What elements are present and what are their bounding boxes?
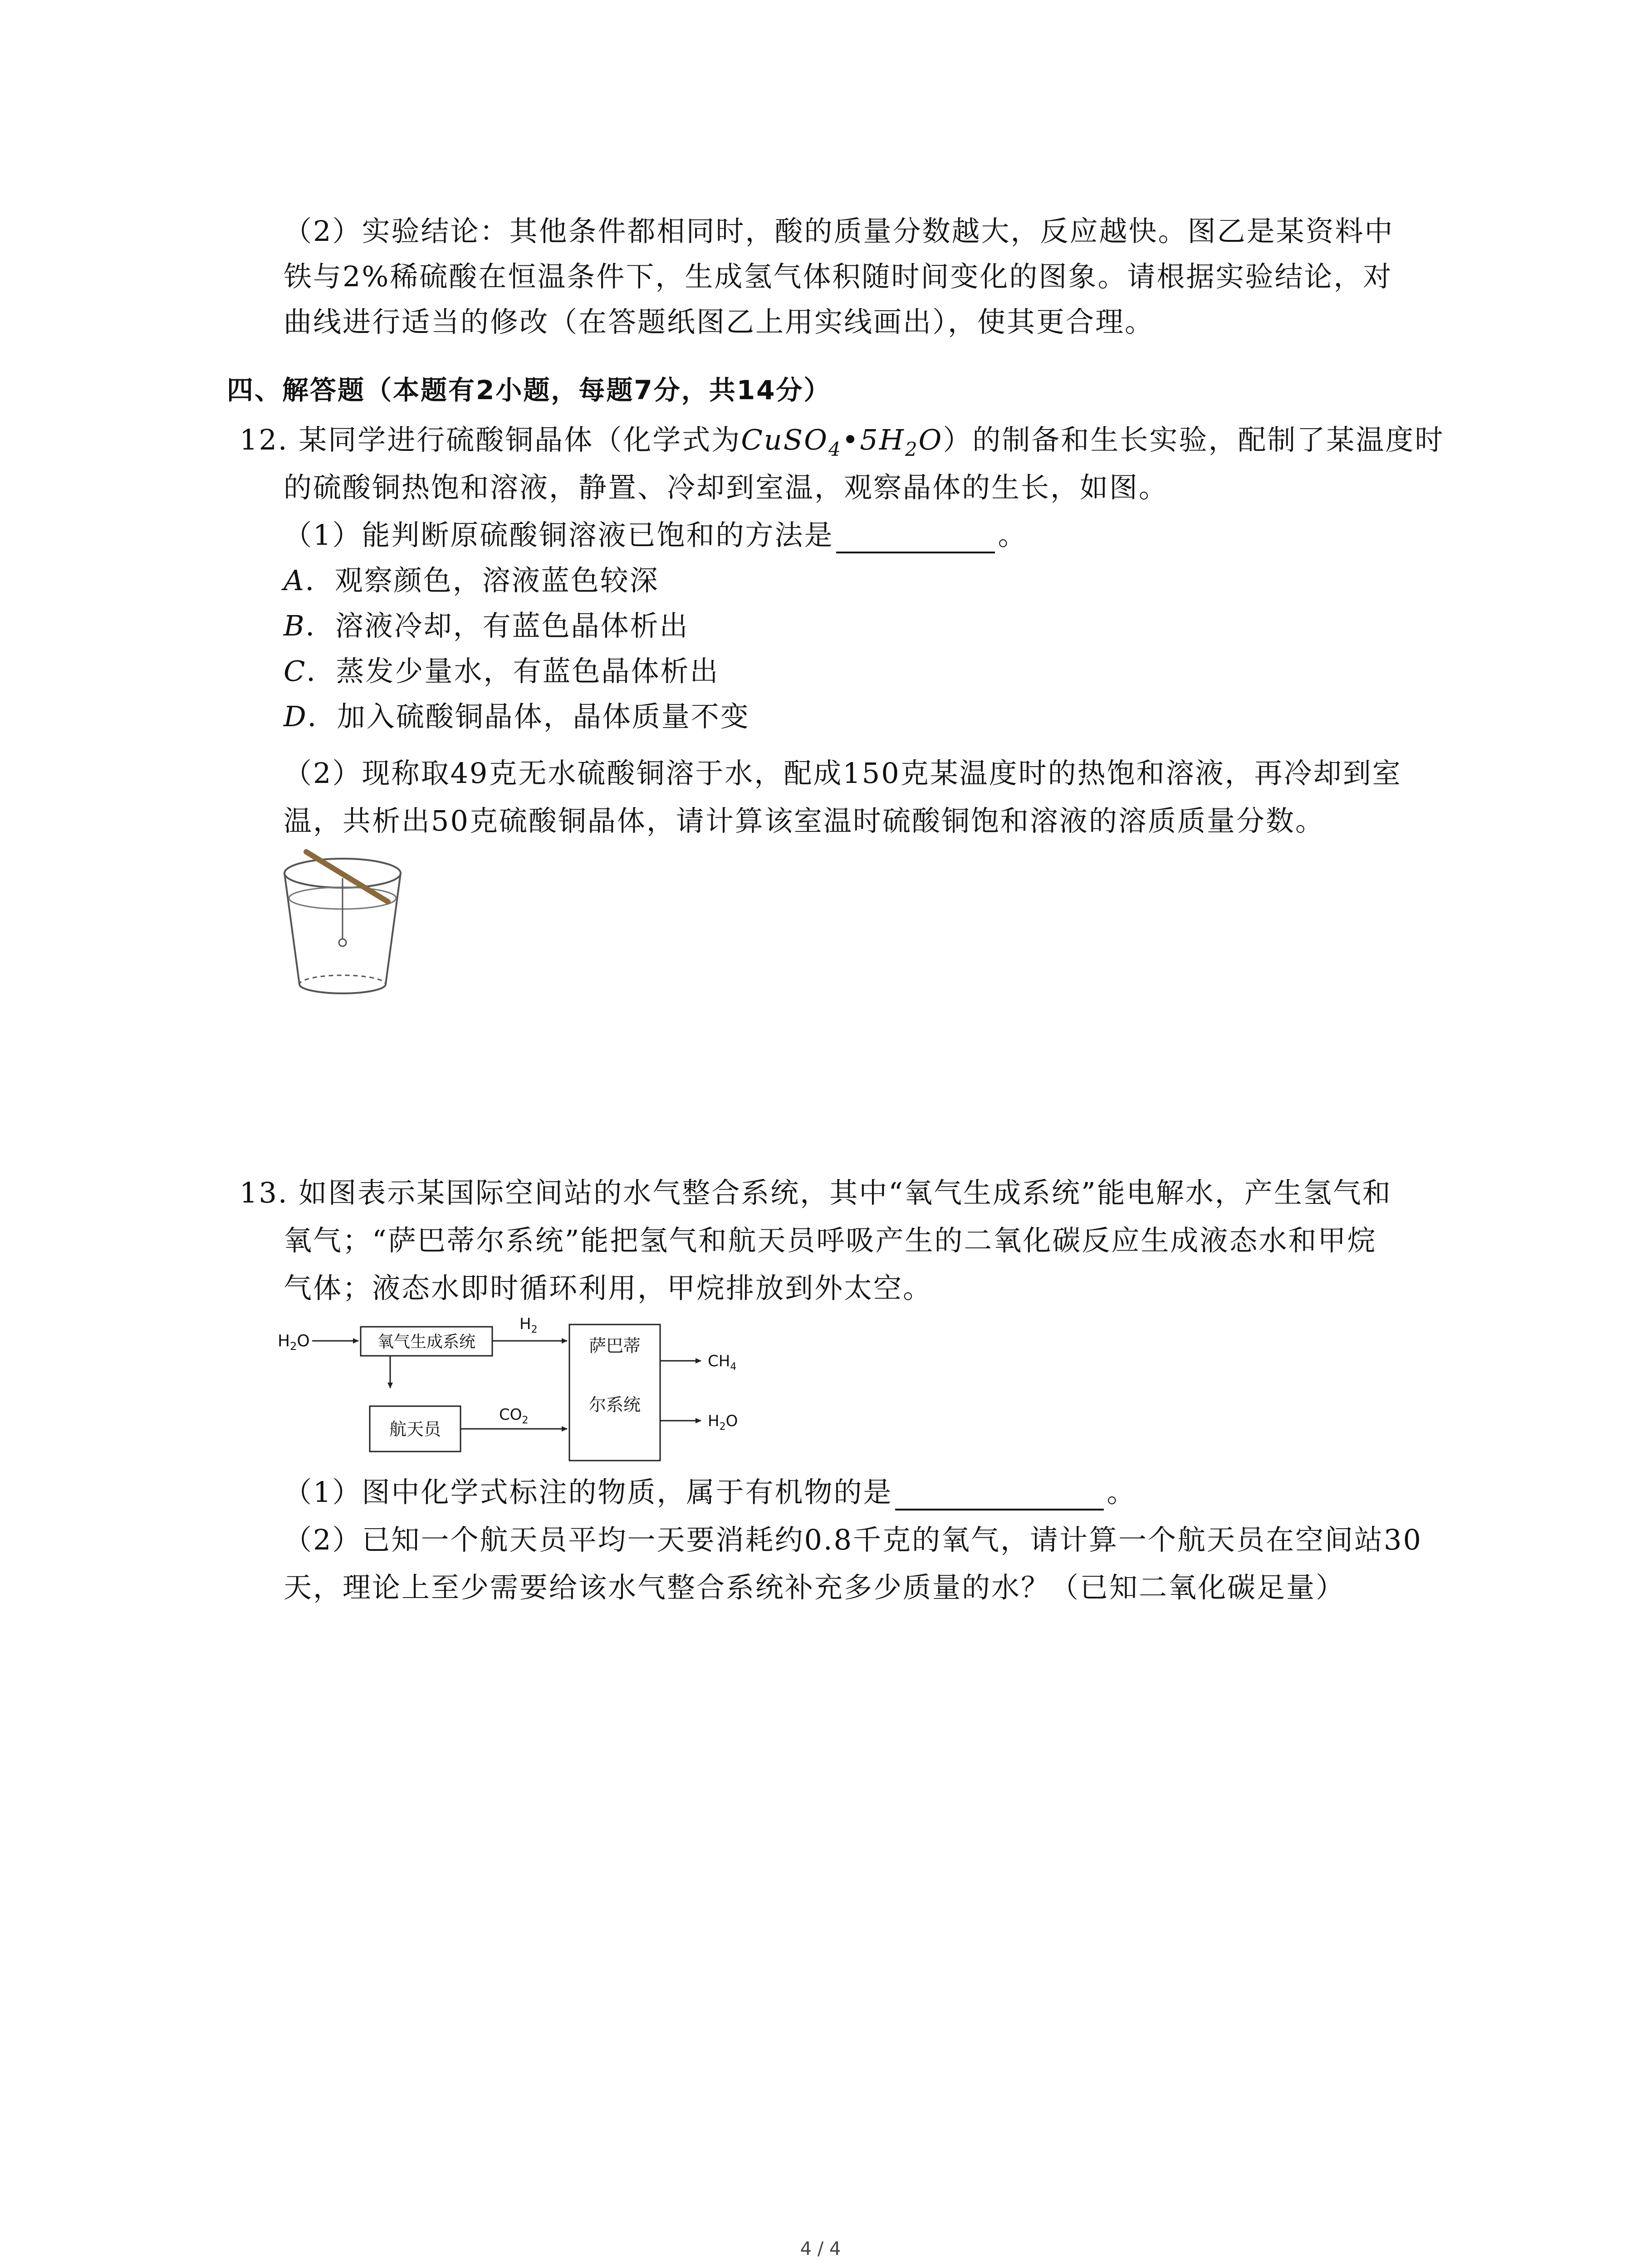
sabatier-label-line2: 尔系统 [588,1395,641,1415]
water-gas-system-diagram [277,1315,798,1470]
astronaut-label: 航天员 [389,1419,441,1439]
q12-option-b[interactable] [284,608,689,644]
option-text: ．观察颜色，溶液蓝色较深 [305,564,659,597]
q12-part2-line1: （2）现称取49克无水硫酸铜溶于水，配成150克某温度时的热饱和溶液，再冷却到室 [284,757,1402,790]
q12-formula [741,423,943,460]
q12-option-d[interactable] [284,699,750,735]
q12-part1 [284,517,1027,553]
q13-part2-line2: 天，理论上至少需要给该水气整合系统补充多少质量的水？（已知二氧化碳足量） [284,1571,1346,1604]
label-co2: $CO_2$ [499,1406,529,1426]
q12-answer-blank[interactable] [836,526,995,553]
formula-sub4: 4 [828,438,842,460]
option-text: ．加入硫酸铜晶体，晶体质量不变 [307,700,750,733]
option-letter: C [284,655,307,688]
q12-part1-end: 。 [998,518,1028,552]
q12-line1-pre: 12. 某同学进行硫酸铜晶体（化学式为 [240,423,741,456]
sabatier-label-line1: 萨巴蒂 [588,1336,641,1356]
q12-part2-line2: 温，共析出50克硫酸铜晶体，请计算该室温时硫酸铜饱和溶液的溶质质量分数。 [284,804,1325,837]
formula-sub2: 2 [905,438,919,460]
q13-line2: 氧气；“萨巴蒂尔系统”能把氢气和航天员呼吸产生的二氧化碳反应生成液态水和甲烷 [284,1224,1377,1257]
option-text: ．溶液冷却，有蓝色晶体析出 [305,609,689,642]
oxygen-system-label: 氧气生成系统 [377,1333,476,1351]
label-h2o-out: $H_2O$ [708,1412,738,1432]
q11-part2-line3: 曲线进行适当的修改（在答题纸图乙上用实线画出），使其更合理。 [284,305,1155,338]
q12-option-a[interactable] [284,562,659,599]
label-ch4: $CH_4$ [708,1352,737,1373]
option-letter: B [284,609,306,642]
section-heading: 四、解答题（本题有2小题，每题7分，共14分） [227,375,832,406]
q12-line2: 的硫酸铜热饱和溶液，静置、冷却到室温，观察晶体的生长，如图。 [284,471,1169,504]
formula-o: O [918,423,943,456]
label-h2: $H_2$ [519,1315,538,1335]
q11-part2-line1: （2）实验结论：其他条件都相同时，酸的质量分数越大，反应越快。图乙是某资料中 [284,215,1394,248]
q13-line1: 13. 如图表示某国际空间站的水气整合系统，其中“氧气生成系统”能电解水，产生氢气和 [240,1176,1392,1209]
q12-line1 [240,422,1444,468]
q13-line3: 气体；液态水即时循环利用，甲烷排放到外太空。 [284,1271,933,1305]
page-number: 4 / 4 [800,2239,841,2259]
formula-dot: •5H [842,423,905,456]
q13-answer-blank[interactable] [895,1483,1104,1510]
formula-cu: CuSO [741,423,828,456]
q12-part1-text: （1）能判断原硫酸铜溶液已饱和的方法是 [284,518,834,552]
label-h2o-in: $H_2O$ [278,1332,310,1353]
q12-option-c[interactable] [284,653,719,689]
q13-part1-text: （1）图中化学式标注的物质，属于有机物的是 [284,1476,893,1509]
option-letter: A [284,564,305,597]
q11-part2-line2: 铁与2%稀硫酸在恒温条件下，生成氢气体积随时间变化的图象。请根据实验结论，对 [284,260,1393,293]
option-letter: D [284,700,308,733]
beaker-figure [274,848,411,998]
q13-part1-end: 。 [1107,1476,1136,1509]
q13-part1 [284,1474,1136,1510]
q12-line1-post: ）的制备和生长实验，配制了某温度时 [943,423,1445,456]
option-text: ．蒸发少量水，有蓝色晶体析出 [306,655,720,688]
q13-part2-line1: （2）已知一个航天员平均一天要消耗约0.8千克的氧气，请计算一个航天员在空间站30 [284,1523,1422,1556]
